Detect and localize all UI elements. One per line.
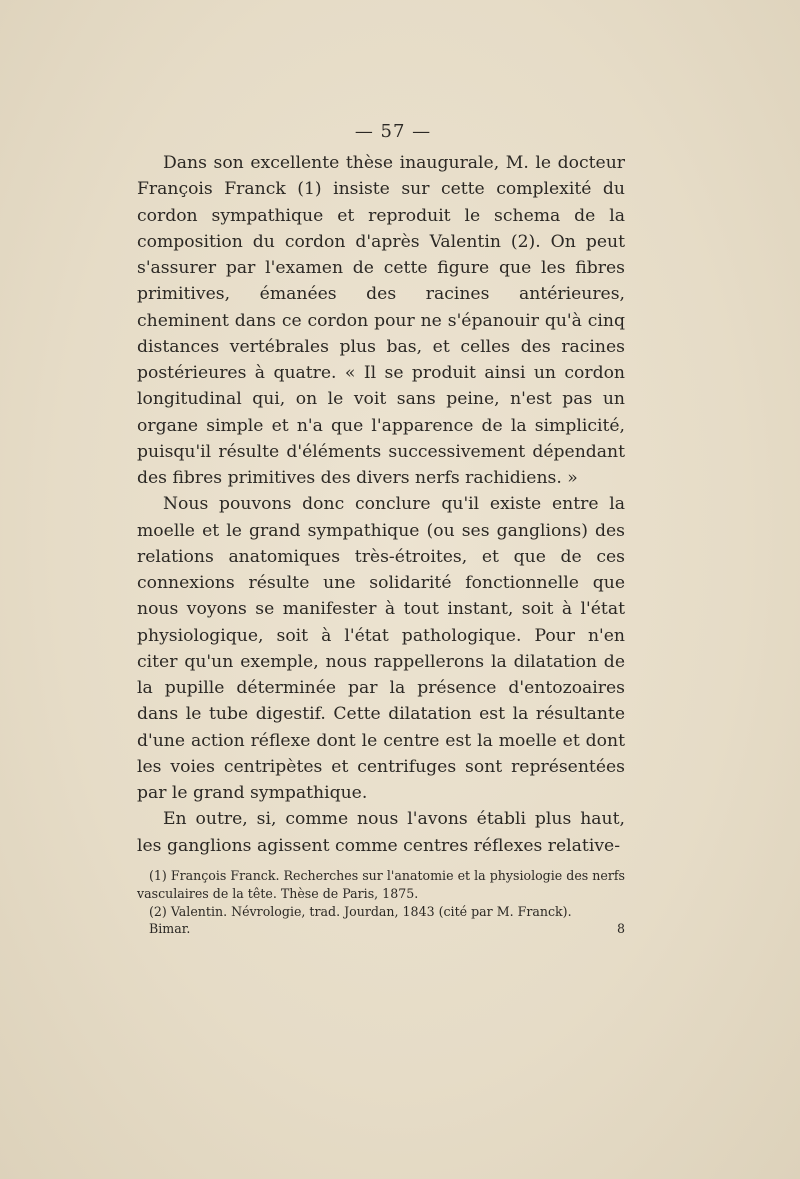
- footnote-1: (1) François Franck. Recherches sur l'anatomie et la physiologie des nerfs vasculaires de la tête. Thèse de Paris, 1875.: [137, 868, 625, 901]
- paragraph-3: En outre, si, comme nous l'avons établi plus haut, les ganglions agissent comme centres réflexes relative-: [137, 809, 625, 856]
- paragraph-2: Nous pouvons donc conclure qu'il existe entre la moelle et le grand sympathique (ou ses ganglions) des relations anatomiques très-étroites, et que de ces connexions résulte une solidarité fonctionnelle que nous voyons se manifester à tout instant, soit à l'état physiologique, soit à l'état pathologique. Pour n'en citer qu'un exemple, nous rappellerons la dilatation de la pupille déterminée par la présence d'entozoaires dans le tube digestif. Cette dilatation est la résultante d'une action réflexe dont le centre est la moelle et dont les voies centripètes et centrifuges sont représentées par le grand sympathique.: [137, 494, 625, 803]
- footnote-2: (2) Valentin. Névrologie, trad. Jourdan, 1843 (cité par M. Franck).: [149, 904, 572, 919]
- main-text: [137, 150, 625, 859]
- signature-author: Bimar.: [149, 921, 191, 936]
- signature-line: [149, 921, 625, 936]
- sheet-number: 8: [616, 921, 625, 936]
- paragraph-1: Dans son excellente thèse inaugurale, M. le docteur François Franck (1) insiste sur cette complexité du cordon sympathique et reproduit le schema de la composition du cordon d'après Valentin (2). On peut s'assurer par l'examen de cette figure que les fibres primitives, émanées des racines antérieures, cheminent dans ce cordon pour ne s'épanouir qu'à cinq distances vertébrales plus bas, et celles des racines postérieures à quatre. « Il se produit ainsi un cordon longitudinal qui, on le voit sans peine, n'est pas un organe simple et n'a que l'apparence de la simplicité, puisqu'il résulte d'éléments successivement dépendant des fibres primitives des divers nerfs rachidiens. »: [137, 153, 625, 488]
- page-number: — 57 —: [354, 121, 432, 142]
- footnotes: [137, 867, 625, 921]
